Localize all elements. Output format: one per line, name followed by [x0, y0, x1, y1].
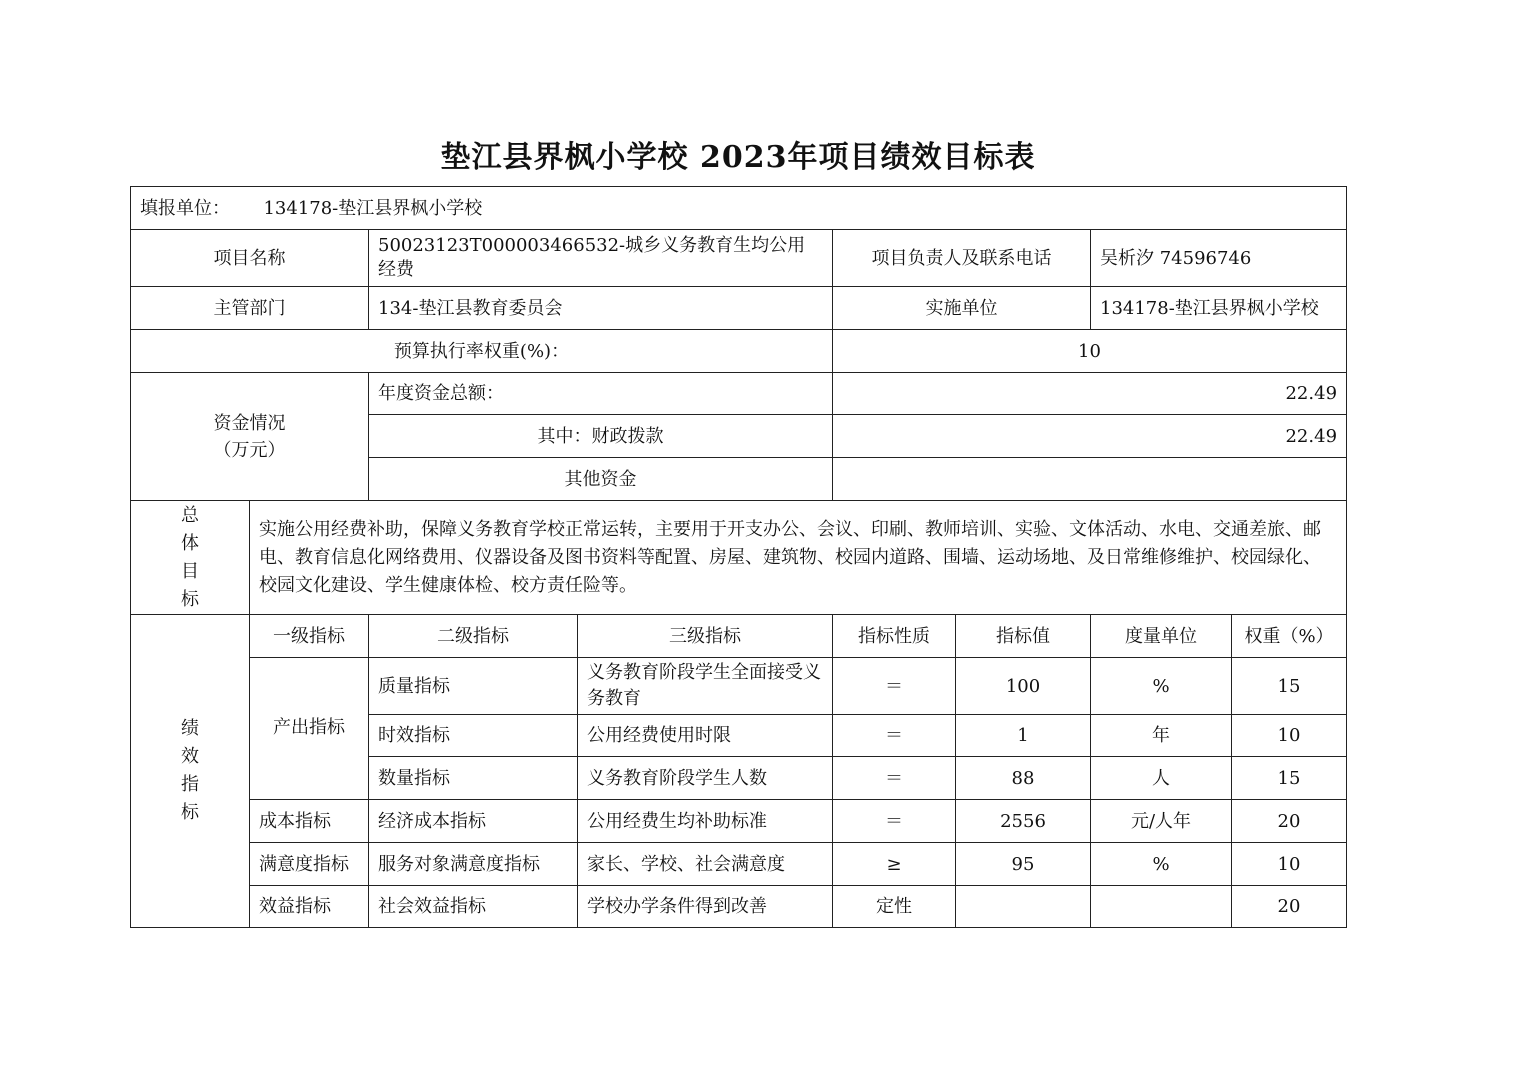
row-unit: %	[1091, 658, 1232, 715]
row-level2: 社会效益指标	[369, 886, 578, 928]
goal-label-char: 目	[181, 560, 199, 582]
row-level2: 经济成本指标	[369, 800, 578, 843]
header-level2: 二级指标	[369, 615, 578, 658]
goal-text: 实施公用经费补助，保障义务教育学校正常运转，主要用于开支办公、会议、印刷、教师培训、实验、文体活动、水电、交通差旅、邮电、教育信息化网络费用、仪器设备及图书资料等配置、房屋、建筑物、校园内道路、围墙、运动场地、及日常维修维护、校园绿化、校园文化建设、学生健康体检、校方责任险等。	[250, 501, 1347, 615]
row-value: 1	[956, 715, 1091, 757]
report-unit-cell	[131, 187, 1347, 230]
row-nature: ＝	[833, 757, 956, 800]
header-weight: 权重（%）	[1232, 615, 1347, 658]
row-level3: 公用经费生均补助标准	[578, 800, 833, 843]
row-nature: ＝	[833, 715, 956, 757]
row-level3: 家长、学校、社会满意度	[578, 843, 833, 886]
indicators-label-char: 指	[181, 774, 199, 795]
funds-other-label: 其他资金	[369, 458, 833, 501]
row-unit	[1091, 886, 1232, 928]
dept-value: 134-垫江县教育委员会	[369, 287, 833, 330]
header-level3: 三级指标	[578, 615, 833, 658]
indicators-label-char: 标	[181, 802, 199, 823]
goal-label-char: 标	[181, 588, 199, 610]
project-name-label: 项目名称	[131, 230, 369, 287]
goal-label-char: 体	[181, 532, 199, 554]
row-weight: 10	[1232, 715, 1347, 757]
report-unit-label: 填报单位：	[140, 197, 230, 219]
row-level3: 公用经费使用时限	[578, 715, 833, 757]
goal-label-char: 总	[181, 504, 199, 526]
funds-label-line2: （万元）	[213, 439, 286, 461]
row-level1: 成本指标	[250, 800, 369, 843]
row-level1: 满意度指标	[250, 843, 369, 886]
funds-other-value	[833, 458, 1347, 501]
indicators-label-char: 绩	[181, 718, 199, 739]
indicators-label-char: 效	[181, 746, 199, 767]
contact-value: 吴析汐 74596746	[1091, 230, 1347, 287]
page-title: 垫江县界枫小学校 2023年项目绩效目标表	[440, 140, 1036, 175]
row-weight: 10	[1232, 843, 1347, 886]
row-weight: 15	[1232, 658, 1347, 715]
row-level2: 服务对象满意度指标	[369, 843, 578, 886]
row-weight: 20	[1232, 800, 1347, 843]
row-level2: 质量指标	[369, 658, 578, 715]
table-row	[131, 843, 1347, 886]
row-level2: 数量指标	[369, 757, 578, 800]
row-weight: 20	[1232, 886, 1347, 928]
table-row	[131, 886, 1347, 928]
funds-label-line1: 资金情况	[213, 412, 286, 434]
output-indicator-label: 产出指标	[250, 658, 369, 800]
contact-label: 项目负责人及联系电话	[833, 230, 1091, 287]
row-unit: %	[1091, 843, 1232, 886]
goal-label	[131, 501, 250, 615]
header-nature: 指标性质	[833, 615, 956, 658]
row-nature: ＝	[833, 800, 956, 843]
row-value: 100	[956, 658, 1091, 715]
impl-label: 实施单位	[833, 287, 1091, 330]
row-nature: ≥	[833, 843, 956, 886]
impl-value: 134178-垫江县界枫小学校	[1091, 287, 1347, 330]
row-level3: 义务教育阶段学生全面接受义务教育	[578, 658, 833, 715]
row-level3: 学校办学条件得到改善	[578, 886, 833, 928]
header-level1: 一级指标	[250, 615, 369, 658]
row-unit: 元/人年	[1091, 800, 1232, 843]
funds-total-value: 22.49	[833, 373, 1347, 415]
report-unit-value: 134178-垫江县界枫小学校	[263, 197, 483, 219]
dept-label: 主管部门	[131, 287, 369, 330]
header-unit: 度量单位	[1091, 615, 1232, 658]
row-level2: 时效指标	[369, 715, 578, 757]
table-row	[131, 658, 1347, 715]
row-value	[956, 886, 1091, 928]
indicators-label	[131, 615, 250, 928]
row-unit: 年	[1091, 715, 1232, 757]
funds-label	[131, 373, 369, 501]
row-nature: 定性	[833, 886, 956, 928]
project-name-value: 50023123T000003466532-城乡义务教育生均公用经费	[369, 230, 833, 287]
budget-weight-label: 预算执行率权重(%)：	[131, 330, 833, 373]
row-value: 95	[956, 843, 1091, 886]
row-value: 2556	[956, 800, 1091, 843]
row-nature: ＝	[833, 658, 956, 715]
performance-table	[130, 186, 1347, 928]
table-row	[131, 800, 1347, 843]
funds-fiscal-value: 22.49	[833, 415, 1347, 458]
budget-weight-value: 10	[833, 330, 1347, 373]
row-level3: 义务教育阶段学生人数	[578, 757, 833, 800]
header-value: 指标值	[956, 615, 1091, 658]
row-unit: 人	[1091, 757, 1232, 800]
row-level1: 效益指标	[250, 886, 369, 928]
funds-fiscal-label: 其中：财政拨款	[369, 415, 833, 458]
row-value: 88	[956, 757, 1091, 800]
row-weight: 15	[1232, 757, 1347, 800]
funds-total-label: 年度资金总额：	[369, 373, 833, 415]
